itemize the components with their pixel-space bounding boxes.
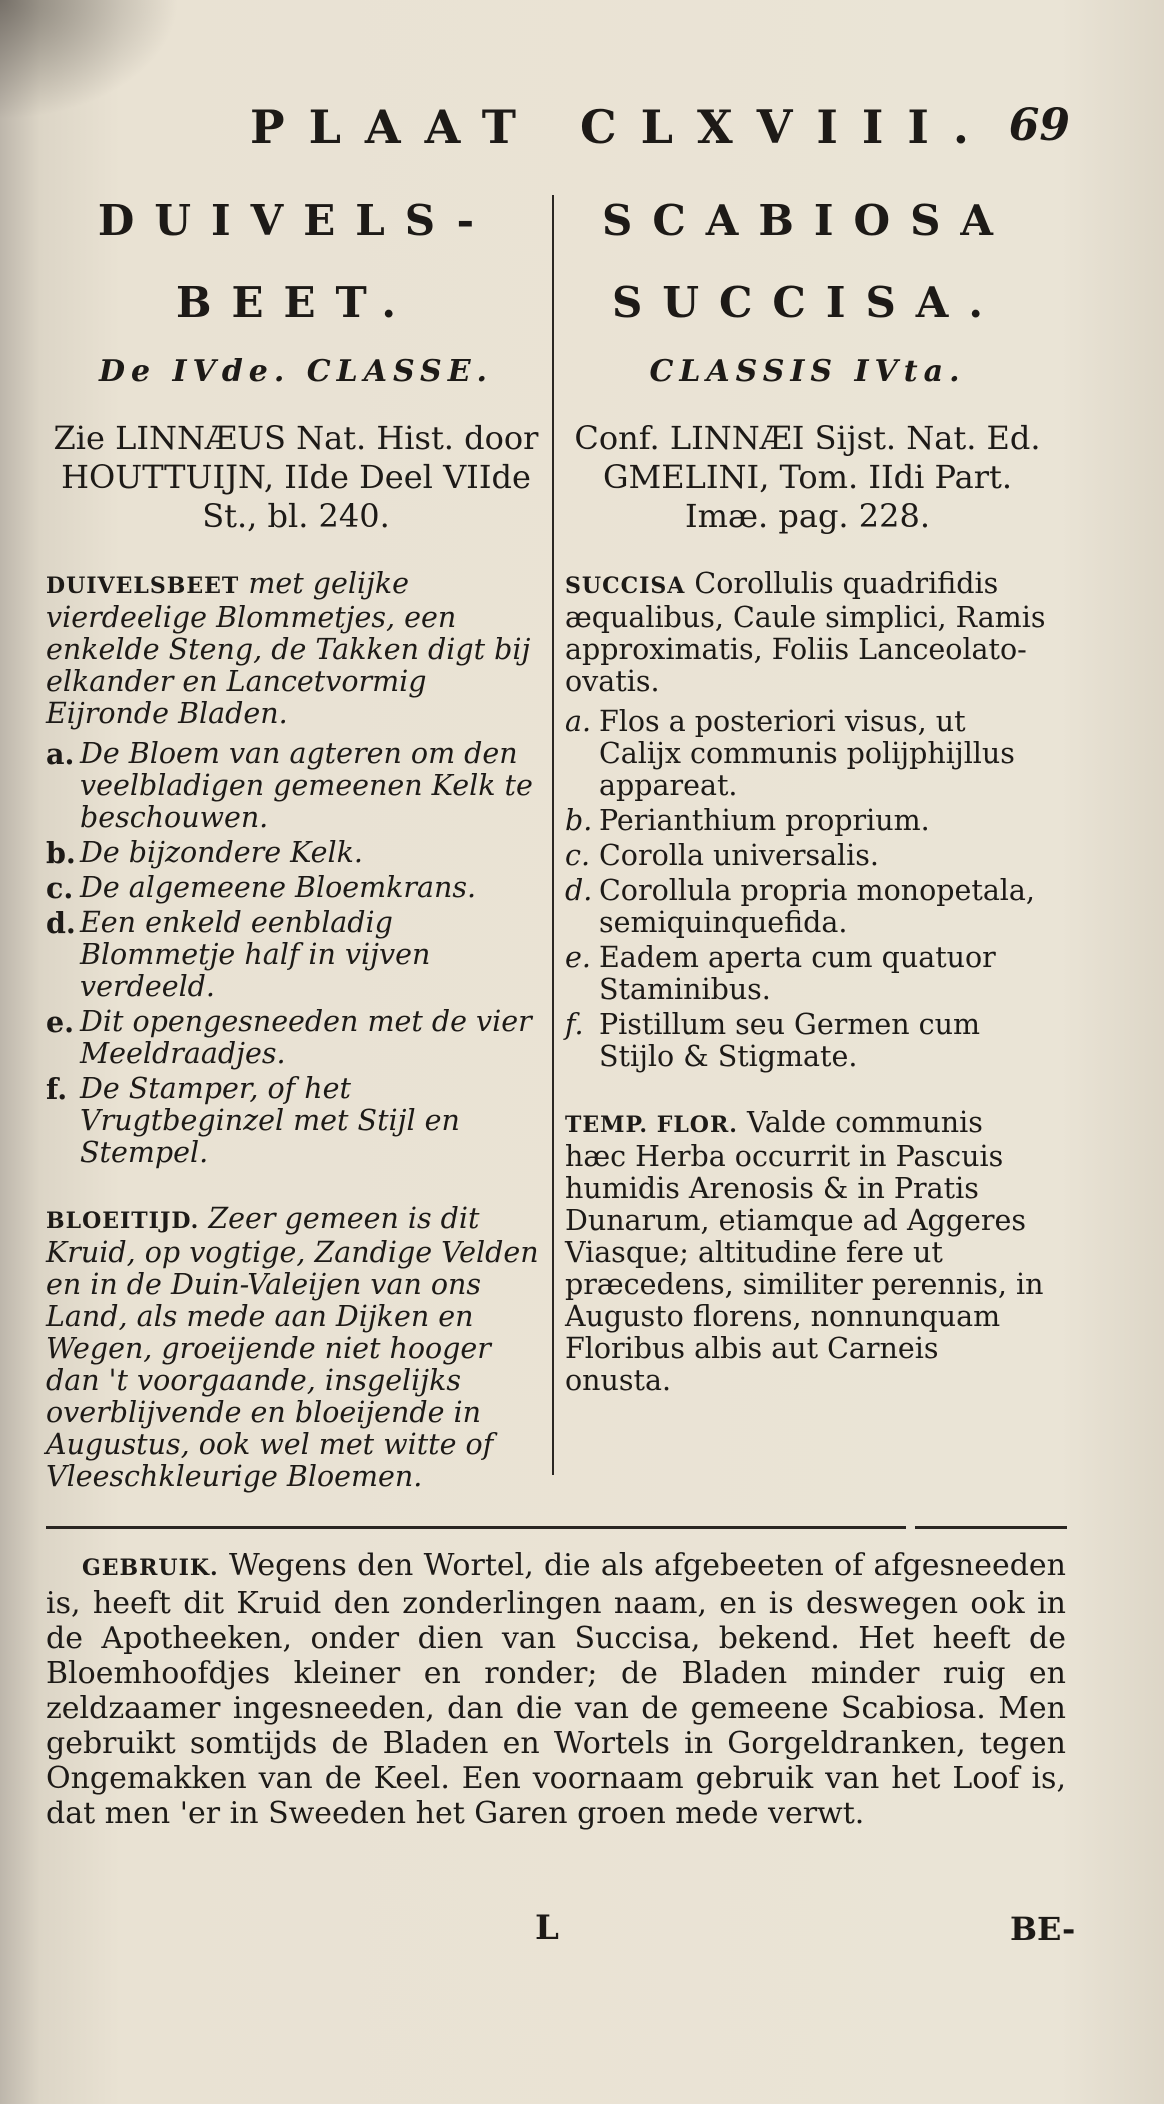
- item-text: De algemeene Bloemkrans.: [80, 871, 477, 904]
- latin-name-line1: SCABIOSA: [602, 196, 1013, 245]
- latin-column: [565, 180, 1050, 1397]
- latin-figure-list: [565, 706, 1050, 1073]
- dutch-column: [46, 180, 546, 1493]
- page-header: [250, 100, 1110, 160]
- list-item: [565, 805, 1050, 837]
- item-key: e.: [46, 1005, 75, 1039]
- list-item: [46, 738, 546, 834]
- usage-paragraph: [46, 1548, 1066, 1831]
- latin-name-line2: SUCCISA.: [612, 278, 1003, 327]
- item-key: d.: [46, 906, 76, 940]
- item-text: Corolla universalis.: [599, 839, 879, 872]
- page-number: 69: [1008, 100, 1070, 151]
- item-text: Flos a posteriori visus, ut Calijx communis polijphijllus appareat.: [599, 705, 1015, 802]
- dutch-name-line1: DUIVELS-: [97, 196, 495, 245]
- list-item: [46, 1006, 546, 1070]
- item-key: c.: [565, 839, 591, 872]
- dutch-flor-lead: BLOEITIJD.: [46, 1208, 200, 1234]
- dutch-classe: De IVde. CLASSE.: [98, 354, 494, 389]
- list-item: [565, 706, 1050, 802]
- item-text: Pistillum seu Germen cum Stijlo & Stigmate.: [599, 1008, 980, 1073]
- latin-desc-text: Corollulis quadrifidis æqualibus, Caule simplici, Ramis approximatis, Foliis Lanceolato-ovatis.: [565, 567, 1046, 698]
- dutch-flor-text: Zeer gemeen is dit Kruid, op vogtige, Zandige Velden en in de Duin-Valeijen van ons Land, als mede aan Dijken en Wegen, groeijende niet hooger dan 't voorgaande, insgelijks overblijvende en bloeijende in Augustus, ook wel met witte of Vleeschkleurige Bloemen.: [46, 1202, 539, 1493]
- latin-desc-lead: SUCCISA: [565, 573, 686, 599]
- signature-mark: L: [535, 1908, 559, 1948]
- latin-classis: CLASSIS IVta.: [649, 354, 966, 389]
- list-item: [565, 1009, 1050, 1073]
- plate-title: PLAAT CLXVIII.: [250, 100, 993, 154]
- item-key: a.: [565, 705, 592, 738]
- list-item: [565, 875, 1050, 939]
- item-key: d.: [565, 874, 593, 907]
- item-text: De Stamper, of het Vrugtbeginzel met Stijl en Stempel.: [80, 1072, 460, 1169]
- list-item: [46, 1073, 546, 1169]
- item-key: b.: [46, 836, 76, 870]
- section-rule-left: [46, 1526, 906, 1529]
- dutch-desc-text: met gelijke vierdeelige Blommetjes, een enkelde Steng, de Takken digt bij elkander en Lancetvormig Eijronde Bladen.: [46, 567, 531, 730]
- dutch-flowering: [46, 1203, 546, 1493]
- column-divider: [552, 195, 554, 1475]
- latin-description: [565, 568, 1050, 698]
- item-key: a.: [46, 737, 75, 771]
- dutch-reference: Zie LINNÆUS Nat. Hist. door HOUTTUIJN, IIde Deel VIIde St., bl. 240.: [53, 419, 539, 535]
- usage-lead: GEBRUIK.: [82, 1555, 219, 1581]
- list-item: [565, 942, 1050, 1006]
- catchword: BE-: [1010, 1910, 1076, 1948]
- list-item: [46, 872, 546, 904]
- list-item: [565, 840, 1050, 872]
- section-rule-right: [915, 1526, 1067, 1529]
- item-text: Eadem aperta cum quatuor Staminibus.: [599, 941, 996, 1006]
- item-text: Een enkeld eenbladig Blommetje half in vijven verdeeld.: [80, 906, 431, 1003]
- dutch-desc-lead: DUIVELSBEET: [46, 573, 240, 599]
- item-key: b.: [565, 804, 593, 837]
- item-key: c.: [46, 871, 74, 905]
- item-text: Perianthium proprium.: [599, 804, 930, 837]
- dutch-figure-list: [46, 738, 546, 1169]
- item-text: De Bloem van agteren om den veelbladigen gemeenen Kelk te beschouwen.: [80, 737, 533, 834]
- item-key: e.: [565, 941, 591, 974]
- usage-text: Wegens den Wortel, die als afgebeeten of afgesneeden is, heeft dit Kruid den zonderlingen naam, en is deswegen ook in de Apotheeken, onder dien van Succisa, bekend. Het heeft de Bloemhoofdjes kleiner en ronder; de Bladen minder ruig en zeldzaamer ingesneeden, dan die van de gemeene Scabiosa. Men gebruikt somtijds de Bladen en Wortels in Gorgeldranken, tegen Ongemakken van de Keel. Een voornaam gebruik van het Loof is, dat men 'er in Sweeden het Garen groen mede verwt.: [46, 1548, 1066, 1831]
- item-key: f.: [46, 1072, 68, 1106]
- item-text: De bijzondere Kelk.: [80, 836, 363, 869]
- dutch-description: [46, 568, 546, 730]
- item-text: Corollula propria monopetala, semiquinquefida.: [599, 874, 1035, 939]
- dutch-name-line2: BEET.: [176, 278, 416, 327]
- item-key: f.: [565, 1008, 584, 1041]
- latin-flowering: [565, 1107, 1050, 1397]
- page-shadow: [0, 0, 180, 120]
- list-item: [46, 837, 546, 869]
- list-item: [46, 907, 546, 1003]
- latin-flor-text: Valde communis hæc Herba occurrit in Pascuis humidis Arenosis & in Pratis Dunarum, etiamque ad Aggeres Viasque; altitudine fere ut præcedens, similiter perennis, in Augusto florens, nonnunquam Floribus albis aut Carneis onusta.: [565, 1106, 1044, 1397]
- item-text: Dit opengesneeden met de vier Meeldraadjes.: [80, 1005, 532, 1070]
- latin-flor-lead: TEMP. FLOR.: [565, 1112, 738, 1138]
- latin-reference: Conf. LINNÆI Sijst. Nat. Ed. GMELINI, Tom. IIdi Part. Imæ. pag. 228.: [574, 419, 1041, 535]
